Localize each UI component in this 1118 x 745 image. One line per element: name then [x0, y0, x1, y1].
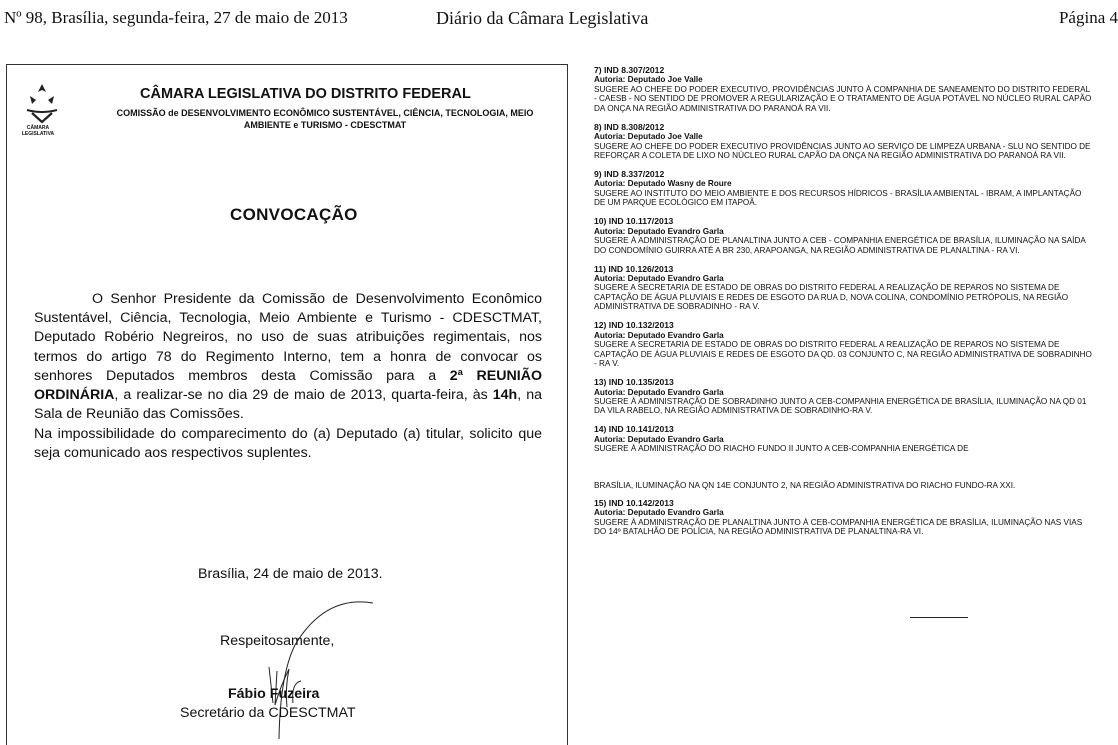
- signer-name: Fábio Fuzeira: [228, 686, 320, 702]
- item-text: SUGERE AO CHEFE DO PODER EXECUTIVO, PROVIDÊNCIAS JUNTO À COMPANHIA DE SANEAMENTO DO DISTRITO FEDERAL - CAESB - NO SENTIDO DE PROMOVER A REGULARIZAÇÃO E O TRATAMENTO DE ÁGUA POTÁVEL NO NÚCLEO RURAL CAPÃO DA ONÇA NA REGIÃO ADMINISTRATIVA DO PARANOÁ RA VII.: [594, 84, 1092, 113]
- item-author: Autoria: Deputado Evandro Garla: [594, 434, 724, 444]
- item-author: Autoria: Deputado Wasny de Roure: [594, 179, 732, 189]
- substitutes-paragraph: Na impossibilidade do comparecimento do (a) Deputado (a) titular, solicito que seja comunicado aos respectivos suplentes.: [34, 426, 542, 462]
- item-author: Autoria: Deputado Joe Valle: [594, 75, 703, 85]
- org-title: CÂMARA LEGISLATIVA DO DISTRITO FEDERAL: [140, 86, 471, 102]
- item-text: SUGERE A SECRETARIA DE ESTADO DE OBRAS DO DISTRITO FEDERAL A REALIZAÇÃO DE REPAROS NO SISTEMA DE CAPTAÇÃO DE ÁGUA PLUVIAIS E REDES DE ESGOTO DA RUA D, NOVA COLINA, CONDOMÍNIO PETRÓPOLIS, NA REGIÃO ADMINISTRATIVA DE SOBRADINHO - RA V.: [594, 283, 1069, 312]
- list-item: [594, 378, 1092, 416]
- list-item: [594, 499, 1092, 537]
- journal-title: Diário da Câmara Legislativa: [436, 8, 649, 28]
- chamber-logo-icon: [22, 80, 62, 150]
- item-text: SUGERE À ADMINISTRAÇÃO DO RIACHO FUNDO II JUNTO A CEB-COMPANHIA ENERGÉTICA DE: [594, 444, 969, 454]
- list-item: [594, 425, 1092, 453]
- item-code: 8) IND 8.308/2012: [594, 121, 665, 132]
- list-item: [594, 265, 1092, 312]
- indication-list: [594, 66, 1092, 546]
- list-item: [594, 217, 1092, 255]
- item-text: SUGERE A SECRETARIA DE ESTADO DE OBRAS DO DISTRITO FEDERAL A REALIZAÇÃO DE REPAROS NO SISTEMA DE CAPTAÇÃO DE ÁGUA PLUVIAIS E REDES DE ESGOTO DA QD. 03 CONJUNTO C, NA REGIÃO ADMINISTRATIVA DE SOBRADINHO - RA V.: [594, 340, 1092, 368]
- item-text: SUGERE À ADMINISTRAÇÃO DE PLANALTINA JUNTO A CEB - COMPANHIA ENERGÉTICA DE BRASÍLIA, ILUMINAÇÃO NA SAÍDA DO CONDOMÍNIO GUIRRA ATÉ A BR 230, ARAPOANGA, NA REGIÃO ADMINISTRATIVA DE PLANALTINA - RA VI.: [594, 236, 1086, 255]
- greeting: Respeitosamente,: [220, 633, 335, 649]
- item-code: 12) IND 10.132/2013: [594, 320, 674, 331]
- meeting-time: 14h: [492, 387, 518, 404]
- item-code: 7) IND 8.307/2012: [594, 65, 665, 75]
- signer-role: Secretário da CDESCTMAT: [180, 705, 356, 721]
- item-text: SUGERE AO INSTITUTO DO MEIO AMBIENTE E DOS RECURSOS HÍDRICOS - BRASÍLIA AMBIENTAL - IBRAM, A IMPLANTAÇÃO DE UM PARQUE ECOLÓGICO EM ITAPOÃ.: [594, 188, 1082, 208]
- logo-caption: CÂMARA LEGISLATIVA: [21, 125, 55, 137]
- item-author: Autoria: Deputado Evandro Garla: [594, 387, 724, 397]
- item-author: Autoria: Deputado Joe Valle: [594, 132, 703, 142]
- page-header: [0, 0, 1118, 34]
- item-author: Autoria: Deputado Evandro Garla: [594, 508, 724, 518]
- date-line: Brasília, 24 de maio de 2013.: [198, 566, 383, 582]
- para-text-a: O Senhor Presidente da Comissão de Desenvolvimento Econômico Sustentável, Ciência, Tecnologia, Meio Ambiente e Turismo - CDESCTMAT, Deputado Robério Negreiros, no uso de suas atribuições regimentais, nos termos do artigo 78 do Regimento Interno, tem a honra de convocar os senhores Deputados membros desta Comissão para a: [34, 291, 542, 384]
- meeting-name: 2ª REUNIÃO ORDINÁRIA: [34, 367, 542, 404]
- item-text: SUGERE À ADMINISTRAÇÃO DE PLANALTINA JUNTO À CEB-COMPANHIA ENERGÉTICA DE BRASÍLIA, ILUMINAÇÃO NAS VIAS DO 14º BATALHÃO DE POLÍCIA, NA REGIÃO ADMINISTRATIVA DE PLANALTINA-RA VI.: [594, 517, 1083, 537]
- divider: [910, 617, 968, 618]
- document-title: CONVOCAÇÃO: [230, 205, 358, 224]
- item-author: Autoria: Deputado Evandro Garla: [594, 330, 724, 340]
- list-item: [594, 66, 1092, 113]
- list-item: [594, 123, 1092, 161]
- item-code: 11) IND 10.126/2013: [594, 263, 674, 274]
- item-code: 15) IND 10.142/2013: [594, 498, 674, 509]
- convocation-paragraph: [34, 290, 542, 424]
- issue-line: Nº 98, Brasília, segunda-feira, 27 de maio de 2013: [4, 8, 348, 27]
- item-code: 13) IND 10.135/2013: [594, 377, 674, 388]
- item-text: SUGERE AO CHEFE DO PODER EXECUTIVO PROVIDÊNCIAS JUNTO AO SERVIÇO DE LIMPEZA URBANA - SLU NO SENTIDO DE REFORÇAR A COLETA DE LIXO NO NÚCLEO RURAL CAPÃO DA ONÇA NA REGIÃO ADMINISTRATIVA DO PARANOÁ RA VII.: [594, 141, 1091, 160]
- list-item: [594, 321, 1092, 368]
- page-number: Página 4: [1058, 8, 1118, 27]
- item-code: 14) IND 10.141/2013: [594, 424, 674, 435]
- item-code: 9) IND 8.337/2012: [594, 169, 665, 180]
- item-continuation: BRASÍLIA, ILUMINAÇÃO NA QN 14E CONJUNTO 2, NA REGIÃO ADMINISTRATIVA DO RIACHO FUNDO-RA XXI.: [594, 480, 1016, 490]
- item-code: 10) IND 10.117/2013: [594, 216, 674, 227]
- para-text-c: , a realizar-se no dia 29 de maio de 2013, quarta-feira, às: [114, 387, 493, 404]
- item-author: Autoria: Deputado Evandro Garla: [594, 226, 724, 236]
- para-text-e: , na Sala de Reunião das Comissões.: [34, 387, 542, 423]
- list-item: [594, 170, 1092, 208]
- item-text: SUGERE À ADMINISTRAÇÃO DE SOBRADINHO JUNTO A CEB-COMPANHIA ENERGÉTICA DE BRASÍLIA, ILUMINAÇÃO NA QD 01 DA VILA RABELO, NA REGIÃO ADMINISTRATIVA DE SOBRADINHO-RA V.: [594, 396, 1087, 416]
- item-author: Autoria: Deputado Evandro Garla: [594, 274, 724, 284]
- committee-name: COMISSÃO de DESENVOLVIMENTO ECONÔMICO SUSTENTÁVEL, CIÊNCIA, TECNOLOGIA, MEIO AMBIENTE e TURISMO - CDESCTMAT: [116, 108, 534, 130]
